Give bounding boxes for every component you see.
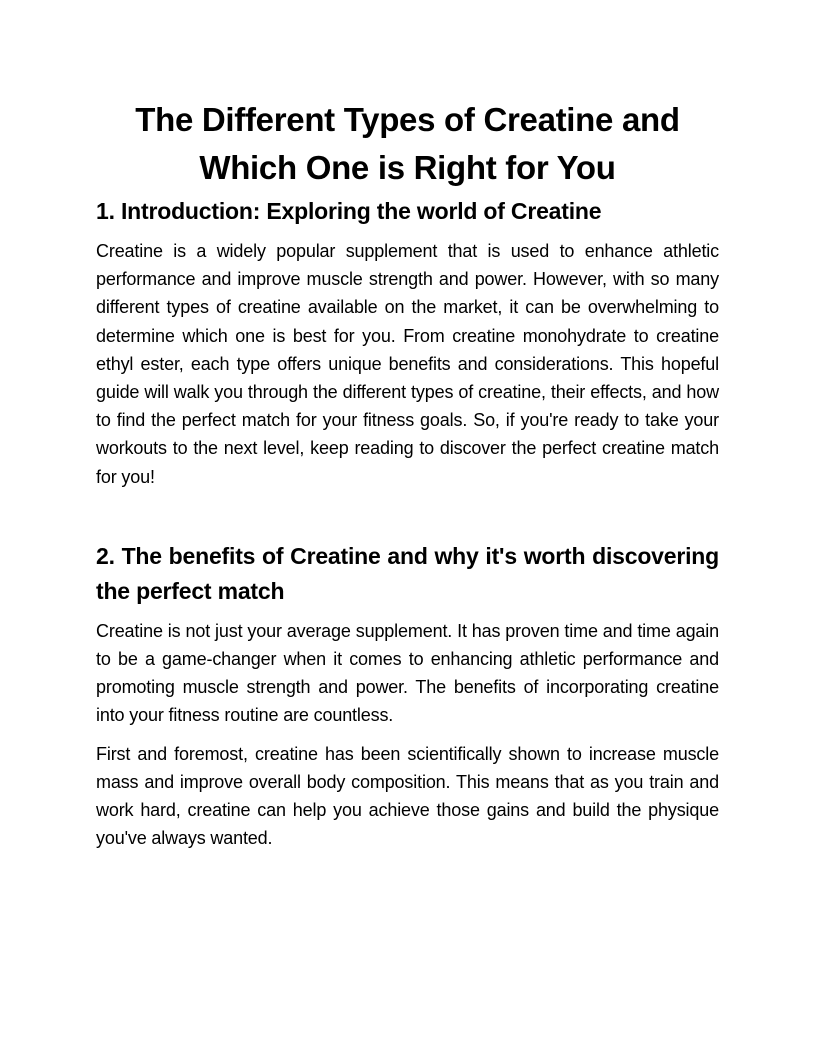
section-spacer	[96, 501, 719, 539]
section-heading: 1. Introduction: Exploring the world of Creatine	[96, 198, 602, 224]
section-introduction	[96, 194, 719, 491]
paragraph: First and foremost, creatine has been scientifically shown to increase muscle mass and improve overall body composition. This means that as you train and work hard, creatine can help you achieve those gains and build the physique you've always wanted.	[96, 743, 719, 849]
section-heading: 2. The benefits of Creatine and why it's worth discovering the perfect match	[96, 542, 719, 604]
document-title: The Different Types of Creatine and Which One is Right for You	[135, 101, 680, 186]
section-benefits	[96, 539, 719, 853]
paragraph: Creatine is a widely popular supplement that is used to enhance athletic performance and improve muscle strength and power. However, with so many different types of creatine available on the market, it can be overwhelming to determine which one is best for you. From creatine monohydrate to creatine ethyl ester, each type offers unique benefits and considerations. This hopeful guide will walk you through the different types of creatine, their effects, and how to find the perfect match for your fitness goals. So, if you're ready to take your workouts to the next level, keep reading to discover the perfect creatine match for you!	[96, 241, 719, 487]
document-page	[96, 96, 719, 862]
paragraph: Creatine is not just your average supplement. It has proven time and time again to be a game-changer when it comes to enhancing athletic performance and promoting muscle strength and power. The benefits of incorporating creatine into your fitness routine are countless.	[96, 620, 719, 726]
